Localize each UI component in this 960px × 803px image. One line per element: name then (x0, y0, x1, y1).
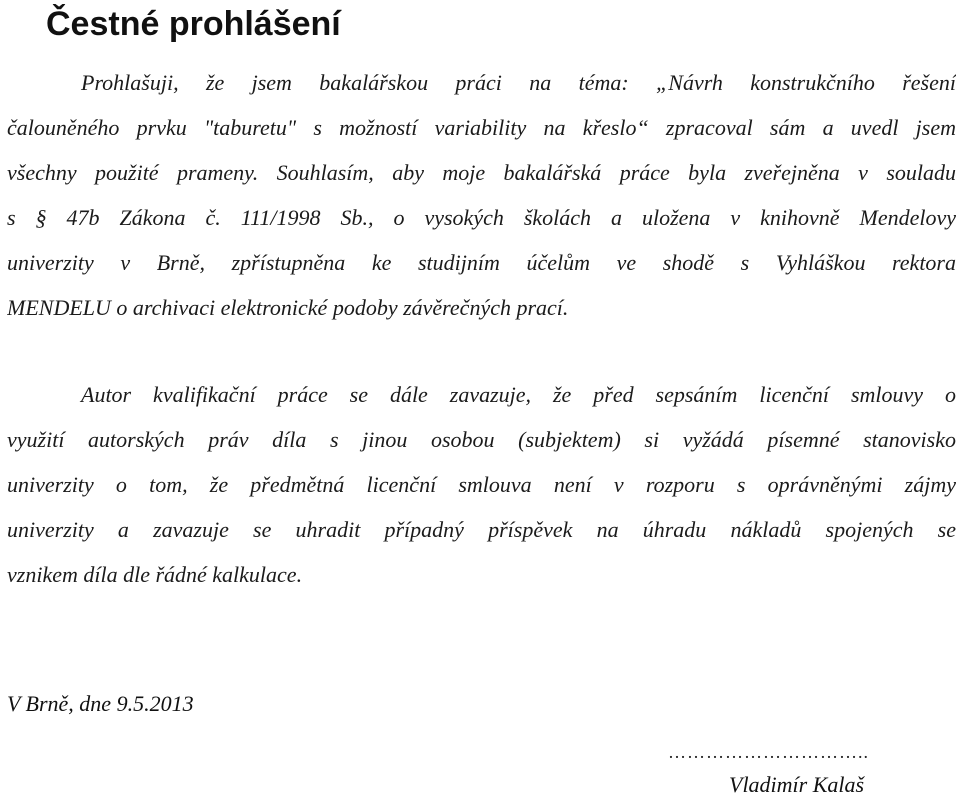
paragraph-line: univerzity o tom, že předmětná licenční smlouva není v rozporu s oprávněnými zájmy (7, 472, 956, 497)
paragraph-line: univerzity a zavazuje se uhradit případný příspěvek na úhradu nákladů spojených se (7, 517, 956, 542)
paragraph-line: univerzity v Brně, zpřístupněna ke studijním účelům ve shodě s Vyhláškou rektora (7, 250, 956, 275)
declaration-paragraph (7, 60, 956, 330)
signature-line: ………………………….. (668, 742, 869, 762)
paragraph-line: MENDELU o archivaci elektronické podoby závěrečných prací. (7, 295, 569, 320)
obligation-paragraph (7, 372, 956, 597)
page-title: Čestné prohlášení (46, 5, 341, 43)
paragraph-line: využití autorských práv díla s jinou osobou (subjektem) si vyžádá písemné stanovisko (7, 427, 956, 452)
signer-name: Vladimír Kalaš (729, 772, 865, 797)
paragraph-line: čalouněného prvku "taburetu" s možností variability na křeslo“ zpracoval sám a uvedl jsem (7, 115, 956, 140)
paragraph-line: Prohlašuji, že jsem bakalářskou práci na téma: „Návrh konstrukčního řešení (81, 70, 956, 95)
paragraph-line: všechny použité prameny. Souhlasím, aby moje bakalářská práce byla zveřejněna v souladu (7, 160, 956, 185)
paragraph-line: Autor kvalifikační práce se dále zavazuje, že před sepsáním licenční smlouvy o (81, 382, 956, 407)
paragraph-line: s § 47b Zákona č. 111/1998 Sb., o vysokých školách a uložena v knihovně Mendelovy (7, 205, 956, 230)
paragraph-line: vznikem díla dle řádné kalkulace. (7, 562, 303, 587)
place-and-date: V Brně, dne 9.5.2013 (7, 691, 194, 716)
